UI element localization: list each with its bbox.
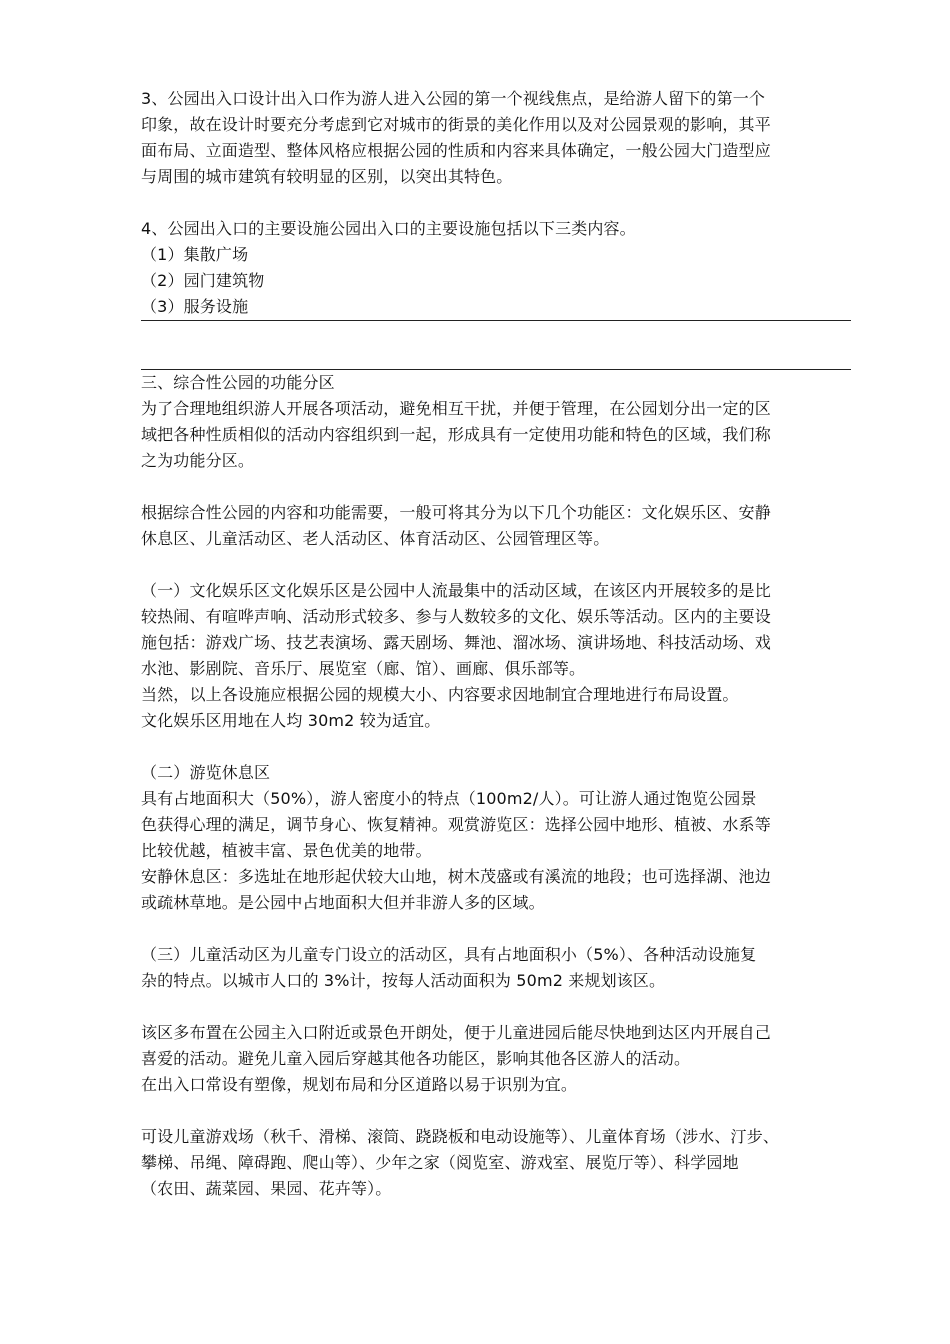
spacer — [141, 994, 851, 1020]
spacer — [141, 474, 851, 500]
text-line: 印象，故在设计时要充分考虑到它对城市的街景的美化作用以及对公园景观的影响，其平 — [141, 115, 771, 134]
document-page — [141, 86, 851, 1202]
paragraph-culture-zone — [141, 578, 851, 734]
text-line: 较热闹、有喧哗声响、活动形式较多、参与人数较多的文化、娱乐等活动。区内的主要设 — [141, 607, 771, 626]
text-line: （一）文化娱乐区文化娱乐区是公园中人流最集中的活动区域，在该区内开展较多的是比 — [141, 581, 771, 600]
paragraph-children-location — [141, 1020, 851, 1098]
text-line: 域把各种性质相似的活动内容组织到一起，形成具有一定使用功能和特色的区域，我们称 — [141, 425, 771, 444]
list-item: （3）服务设施 — [141, 297, 249, 316]
text-line: 攀梯、吊绳、障碍跑、爬山等）、少年之家（阅览室、游戏室、展览厅等）、科学园地 — [141, 1153, 739, 1172]
spacer — [141, 552, 851, 578]
text-line: 或疏林草地。是公园中占地面积大但并非游人多的区域。 — [141, 893, 545, 912]
text-line: （三）儿童活动区为儿童专门设立的活动区，具有占地面积小（5%）、各种活动设施复 — [141, 945, 757, 964]
text-line: 施包括：游戏广场、技艺表演场、露天剧场、舞池、溜冰场、演讲场地、科技活动场、戏 — [141, 633, 771, 652]
spacer — [141, 1098, 851, 1124]
text-line: 比较优越，植被丰富、景色优美的地带。 — [141, 841, 432, 860]
text-line: 与周围的城市建筑有较明显的区别，以突出其特色。 — [141, 167, 513, 186]
list-item: （2）园门建筑物 — [141, 271, 265, 290]
spacer — [141, 916, 851, 942]
text-line: 该区多布置在公园主入口附近或景色开朗处，便于儿童进园后能尽快地到达区内开展自己 — [141, 1023, 771, 1042]
paragraph-entrance-facilities: 4、公园出入口的主要设施公园出入口的主要设施包括以下三类内容。 — [141, 219, 636, 238]
text-line: 可设儿童游戏场（秋千、滑梯、滚筒、跷跷板和电动设施等）、儿童体育场（涉水、汀步、 — [141, 1127, 780, 1146]
facilities-list — [141, 242, 851, 320]
list-item: （1）集散广场 — [141, 245, 249, 264]
text-line: 根据综合性公园的内容和功能需要，一般可将其分为以下几个功能区：文化娱乐区、安静 — [141, 503, 771, 522]
text-line: 具有占地面积大（50%），游人密度小的特点（100m2/人）。可让游人通过饱览公园景 — [141, 789, 757, 808]
text-line: 色获得心理的满足，调节身心、恢复精神。观赏游览区：选择公园中地形、植被、水系等 — [141, 815, 771, 834]
text-line: 面布局、立面造型、整体风格应根据公园的性质和内容来具体确定，一般公园大门造型应 — [141, 141, 771, 160]
paragraph-zoning-intro — [141, 396, 851, 474]
text-line: 安静休息区：多选址在地形起伏较大山地，树木茂盛或有溪流的地段；也可选择湖、池边 — [141, 867, 771, 886]
paragraph-children-facilities — [141, 1124, 851, 1202]
text-line: 当然，以上各设施应根据公园的规模大小、内容要求因地制宜合理地进行布局设置。 — [141, 685, 739, 704]
paragraph-entrance-design — [141, 86, 851, 190]
paragraph-children-zone — [141, 942, 851, 994]
spacer — [141, 734, 851, 760]
spacer — [141, 190, 851, 216]
text-line: 为了合理地组织游人开展各项活动，避免相互干扰，并便于管理，在公园划分出一定的区 — [141, 399, 771, 418]
text-line: 之为功能分区。 — [141, 451, 255, 470]
text-line: 休息区、儿童活动区、老人活动区、体育活动区、公园管理区等。 — [141, 529, 610, 548]
text-line: 文化娱乐区用地在人均 30m2 较为适宜。 — [141, 711, 441, 730]
text-line: 3、公园出入口设计出入口作为游人进入公园的第一个视线焦点，是给游人留下的第一个 — [141, 89, 766, 108]
subsection-heading: （二）游览休息区 — [141, 763, 271, 782]
text-line: 水池、影剧院、音乐厅、展览室（廊、馆）、画廊、俱乐部等。 — [141, 659, 586, 678]
paragraph-zones-overview — [141, 500, 851, 552]
paragraph-rest-zone — [141, 786, 851, 916]
text-line: 喜爱的活动。避免儿童入园后穿越其他各功能区，影响其他各区游人的活动。 — [141, 1049, 691, 1068]
text-line: （农田、蔬菜园、果园、花卉等）。 — [141, 1179, 392, 1198]
text-line: 在出入口常设有塑像，规划布局和分区道路以易于识别为宜。 — [141, 1075, 578, 1094]
spacer — [141, 321, 851, 369]
section-heading: 三、综合性公园的功能分区 — [141, 373, 335, 392]
text-line: 杂的特点。以城市人口的 3%计，按每人活动面积为 50m2 来规划该区。 — [141, 971, 666, 990]
